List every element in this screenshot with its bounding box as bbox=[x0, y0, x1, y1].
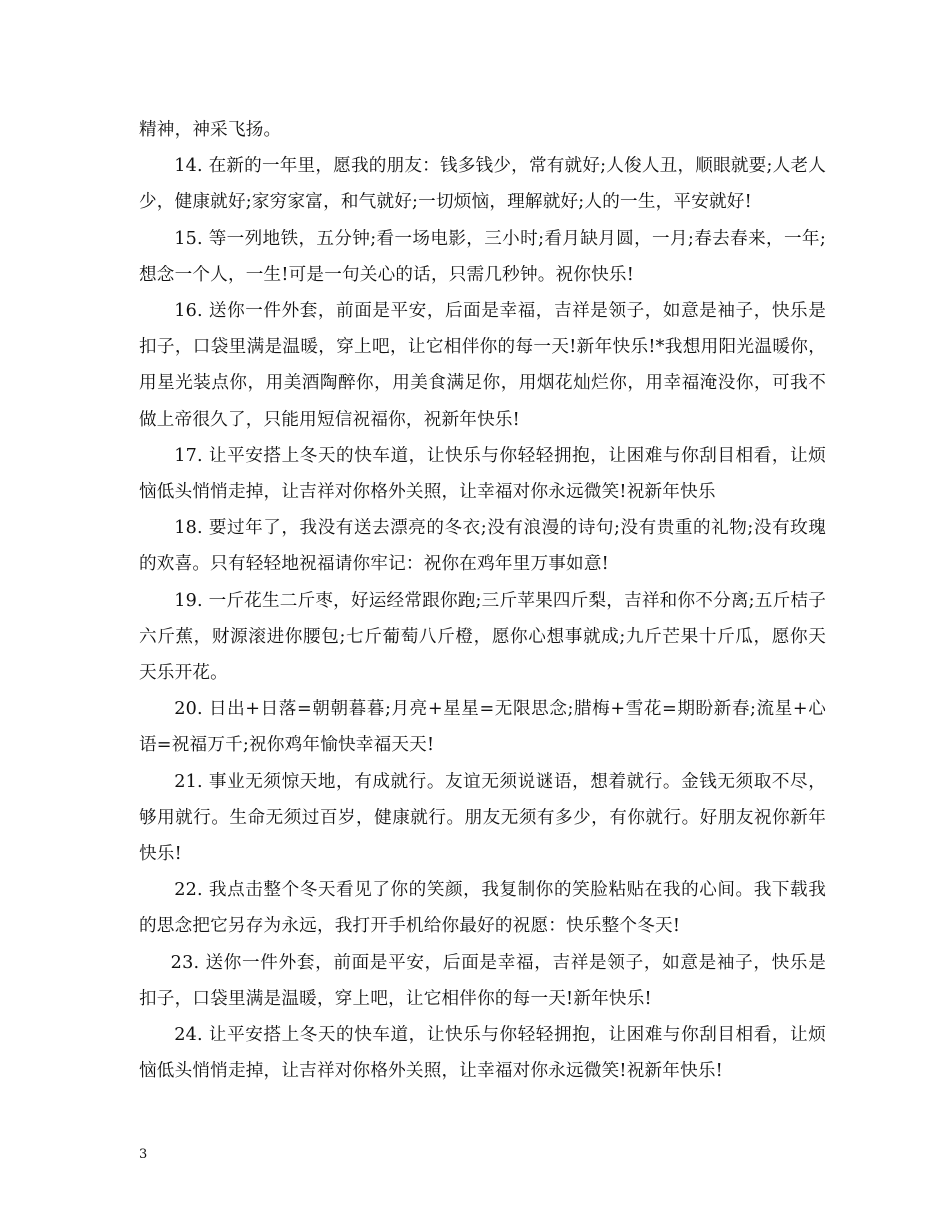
body-text bbox=[139, 112, 826, 1089]
paragraph-18: 18. 要过年了，我没有送去漂亮的冬衣;没有浪漫的诗句;没有贵重的礼物;没有玫瑰的欢喜。只有轻轻地祝福请你牢记：祝你在鸡年里万事如意! bbox=[139, 518, 826, 575]
paragraph-21: 21. 事业无须惊天地，有成就行。友谊无须说谜语，想着就行。金钱无须取不尽，够用就行。生命无须过百岁，健康就行。朋友无须有多少，有你就行。好朋友祝你新年快乐! bbox=[139, 771, 826, 865]
paragraph-19: 19. 一斤花生二斤枣，好运经常跟你跑;三斤苹果四斤梨，吉祥和你不分离;五斤桔子六斤蕉，财源滚进你腰包;七斤葡萄八斤橙，愿你心想事就成;九斤芒果十斤瓜，愿你天天乐开花。 bbox=[139, 590, 826, 684]
paragraph-15: 15. 等一列地铁，五分钟;看一场电影，三小时;看月缺月圆，一月;春去春来，一年;想念一个人，一生!可是一句关心的话，只需几秒钟。祝你快乐! bbox=[139, 228, 826, 285]
paragraph-20: 20. 日出+日落=朝朝暮暮;月亮+星星=无限思念;腊梅+雪花=期盼新春;流星+心语=祝福万千;祝你鸡年愉快幸福天天! bbox=[139, 699, 826, 756]
paragraph-continuation: 精神，神采飞扬。 bbox=[139, 120, 282, 140]
paragraph-16: 16. 送你一件外套，前面是平安，后面是幸福，吉祥是领子，如意是袖子，快乐是扣子，口袋里满是温暖，穿上吧，让它相伴你的每一天!新年快乐!*我想用阳光温暖你，用星光装点你，用美酒陶醉你，用美食满足你，用烟花灿烂你，用幸福淹没你，可我不做上帝很久了，只能用短信祝福你，祝新年快乐! bbox=[139, 301, 826, 430]
paragraph-22: 22. 我点击整个冬天看见了你的笑颜，我复制你的笑脸粘贴在我的心间。我下载我的思念把它另存为永远，我打开手机给你最好的祝愿：快乐整个冬天! bbox=[139, 880, 826, 937]
page-number: 3 bbox=[139, 1147, 148, 1162]
paragraph-14: 14. 在新的一年里，愿我的朋友：钱多钱少，常有就好;人俊人丑，顺眼就要;人老人少，健康就好;家穷家富，和气就好;一切烦恼，理解就好;人的一生，平安就好! bbox=[139, 156, 826, 213]
paragraph-23: 23. 送你一件外套，前面是平安，后面是幸福，吉祥是领子，如意是袖子，快乐是扣子，口袋里满是温暖，穿上吧，让它相伴你的每一天!新年快乐! bbox=[139, 952, 826, 1009]
paragraph-17: 17. 让平安搭上冬天的快车道，让快乐与你轻轻拥抱，让困难与你刮目相看，让烦恼低头悄悄走掉，让吉祥对你格外关照，让幸福对你永远微笑!祝新年快乐 bbox=[139, 445, 826, 503]
paragraph-24: 24. 让平安搭上冬天的快车道，让快乐与你轻轻拥抱，让困难与你刮目相看，让烦恼低头悄悄走掉，让吉祥对你格外关照，让幸福对你永远微笑!祝新年快乐! bbox=[139, 1025, 826, 1082]
